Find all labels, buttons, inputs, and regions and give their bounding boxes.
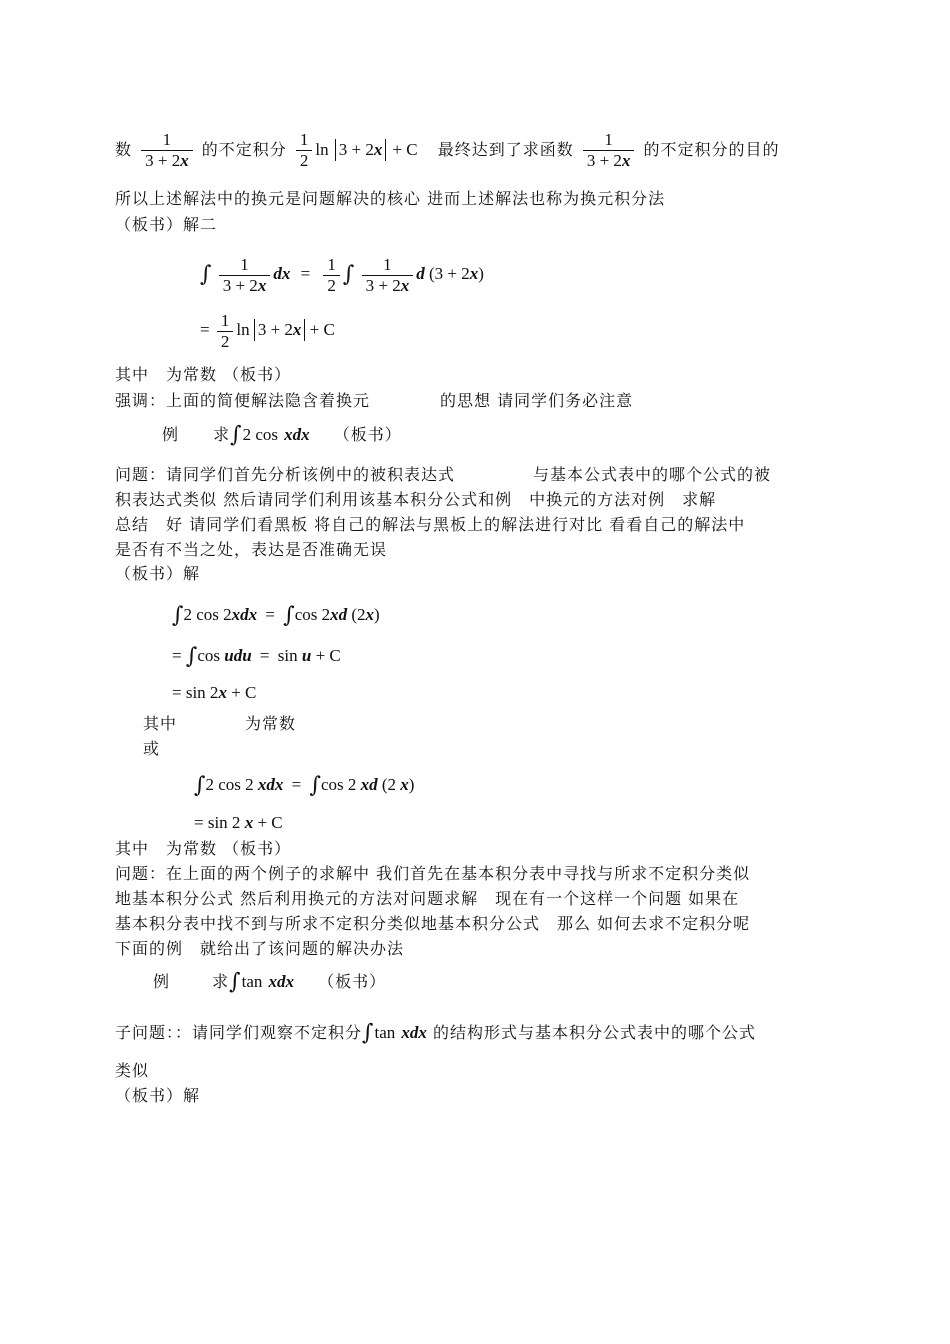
text-fragment: 最终达到了求函数 [437,140,574,159]
integral-sign: ∫ [200,262,212,288]
question-2-line-2: 地基本积分公式 然后利用换元的方法对问题求解 现在有一个这样一个问题 如果在 [115,889,740,908]
sin-function: sin 2 [185,683,219,702]
summary-line-1: 总结 好 请同学们看黑板 将自己的解法与黑板上的解法进行对比 看看自己的解法中 [115,515,746,534]
summary-line-2: 是否有不当之处，表达是否准确无误 [115,540,388,559]
integral-sign: ∫ [342,262,355,288]
paren: ) [374,605,380,624]
numerator: 1 [219,255,271,276]
fraction-one-half [217,311,234,352]
integrand: 2 cos 2 [183,605,232,624]
integral-sign: ∫ [283,603,295,629]
differential: xdx [401,1023,427,1042]
board-note: （板书） [333,425,402,444]
numerator: 1 [217,311,234,332]
integrand: cos 2 [294,605,331,624]
denominator: 2 [299,151,309,170]
integral-sign: ∫ [309,773,321,799]
board-note: （板书） [318,972,387,991]
argument: (2 [351,605,366,624]
variable: x [400,775,409,794]
variable: u [301,646,312,665]
equals-sign: = [259,646,270,665]
question-1-line-2: 积表达式类似 然后请同学们利用该基本积分公式和例 中换元的方法对例 求解 [115,490,717,509]
example-2 [153,971,386,994]
equation-1: ∫ $\frac{1}{3 + 2x}$ dx = $\frac{1}{2}$ ∫ $\frac{1}{3 + 2x}$ d (3 + 2x) [200,254,484,295]
emphasis-line [115,390,633,412]
numerator: 1 [583,130,635,151]
variable: x [244,813,254,832]
ln-operator: ln [236,320,250,339]
differential: xdx [284,425,310,444]
numerator: 1 [141,130,193,151]
question-1-line-1 [115,464,771,486]
paragraph-line-2: 所以上述解法中的换元是问题解决的核心 进而上述解法也称为换元积分法 [115,189,666,208]
text-fragment: 与基本公式表中的哪个公式的被 [533,465,772,484]
paragraph-line-1 [115,130,780,171]
plus-constant: + C [392,140,418,159]
argument: (3 + 2 [428,264,470,283]
differential: xdx [268,972,294,991]
sub-question-line-1 [115,1022,756,1045]
plus-constant: + C [315,646,341,665]
integrand: 2 cos [242,425,279,444]
variable: x [218,683,227,702]
integral-sign: ∫ [172,603,184,629]
numerator: 1 [323,255,340,276]
differential: d [416,264,425,283]
numerator: 1 [296,130,313,151]
text-fragment: 的不定积分 [201,140,287,159]
equals-sign: = [194,813,204,832]
denominator: 3 + 2x [222,275,267,295]
differential: xdx [231,605,258,624]
differential: xd [360,775,378,794]
text-fragment: 的不定积分的目的 [643,140,780,159]
board-note-solution-final: （板书）解 [115,1086,201,1105]
question-2-line-1: 问题：在上面的两个例子的求解中 我们首先在基本积分表中寻找与所求不定积分类似 [115,864,751,883]
denominator: 2 [220,331,230,351]
ask-label: 求 [212,972,230,991]
equation-2 [200,308,335,352]
equals-sign: = [265,605,275,624]
fraction [219,255,271,296]
fraction-1-over-3-plus-2x [583,130,635,171]
board-note-solution: （板书）解 [115,564,201,583]
plus-constant: + C [257,813,283,832]
argument: (2 [381,775,397,794]
equation-3 [172,600,380,631]
equation-5 [172,678,256,708]
text-fragment: 的结构形式与基本积分公式表中的哪个公式 [432,1023,756,1042]
example-1 [162,424,402,447]
note-constant-3: 其中 为常数 （板书） [115,839,292,858]
denominator: 2 [327,275,336,295]
denominator: 3 + 2x [365,275,410,295]
equals-sign: = [200,320,210,339]
denominator-text: 3 + 2 [365,275,401,295]
text-fragment: 数 [115,140,133,159]
equation-7 [194,808,283,838]
numerator: 1 [362,255,414,276]
text-fragment: 子问题：：请同学们观察不定积分 [115,1023,363,1042]
absolute-value: 3 + 2x [254,319,306,341]
text-fragment: 的思想 请同学们务必注意 [440,391,634,410]
ask-label: 求 [213,425,231,444]
or-label: 或 [143,739,161,758]
note-constant-1: 其中 为常数 （板书） [115,365,292,384]
integral-sign: ∫ [230,422,243,448]
paren: ) [408,775,415,794]
denominator-text: 3 + 2 [586,151,622,170]
integrand: cos 2 [320,775,357,794]
integral-sign: ∫ [229,969,242,995]
integrand: cos [197,646,220,665]
fraction-one-half [296,130,313,171]
abs-content: 3 + 2 [338,140,374,159]
differential: dx [273,264,291,283]
plus-constant: + C [309,320,335,339]
fraction-one-half [323,255,340,296]
sin-function: sin [277,646,298,665]
plus-constant: + C [231,683,257,702]
equals-sign: = [172,646,182,665]
variable: x [365,605,375,624]
equation-6 [194,770,414,801]
integral-sign: ∫ [362,1020,375,1046]
integral-sign: ∫ [194,773,206,799]
differential: udu [224,646,252,665]
absolute-value: 3 + 2x [335,139,387,161]
text-fragment: 问题：请同学们首先分析该例中的被积表达式 [115,465,456,484]
abs-content: 3 + 2 [257,320,293,339]
integral-sign: ∫ [185,644,198,670]
integrand: 2 cos 2 [205,775,254,794]
note-constant-2: 其中 为常数 [143,714,297,733]
denominator: 3 + 2x [145,151,189,170]
integrand: tan [374,1023,396,1042]
equals-sign: = [172,683,182,702]
board-note-solution-2: （板书）解二 [115,215,218,234]
example-label: 例 [153,972,171,991]
denominator-text: 3 + 2 [145,151,181,170]
denominator: 3 + 2x [586,151,631,170]
sin-function: sin 2 [207,813,241,832]
question-2-line-4: 下面的例 就给出了该问题的解决办法 [115,939,405,958]
ln-operator: ln [315,140,329,159]
equation-4 [172,641,341,672]
paren: ) [478,264,484,283]
differential: xdx [257,775,284,794]
differential: xd [330,605,348,624]
text-fragment: 强调：上面的简便解法隐含着换元 [115,391,371,410]
integrand: tan [241,972,263,991]
question-2-line-3: 基本积分表中找不到与所求不定积分类似地基本积分公式 那么 如何去求不定积分呢 [115,914,751,933]
equals-sign: = [291,775,302,794]
denominator-text: 3 + 2 [222,275,258,295]
example-label: 例 [162,425,180,444]
fraction [362,255,414,296]
equals-sign: = [300,264,311,283]
sub-question-line-2: 类似 [115,1061,150,1080]
fraction-1-over-3-plus-2x [141,130,193,171]
